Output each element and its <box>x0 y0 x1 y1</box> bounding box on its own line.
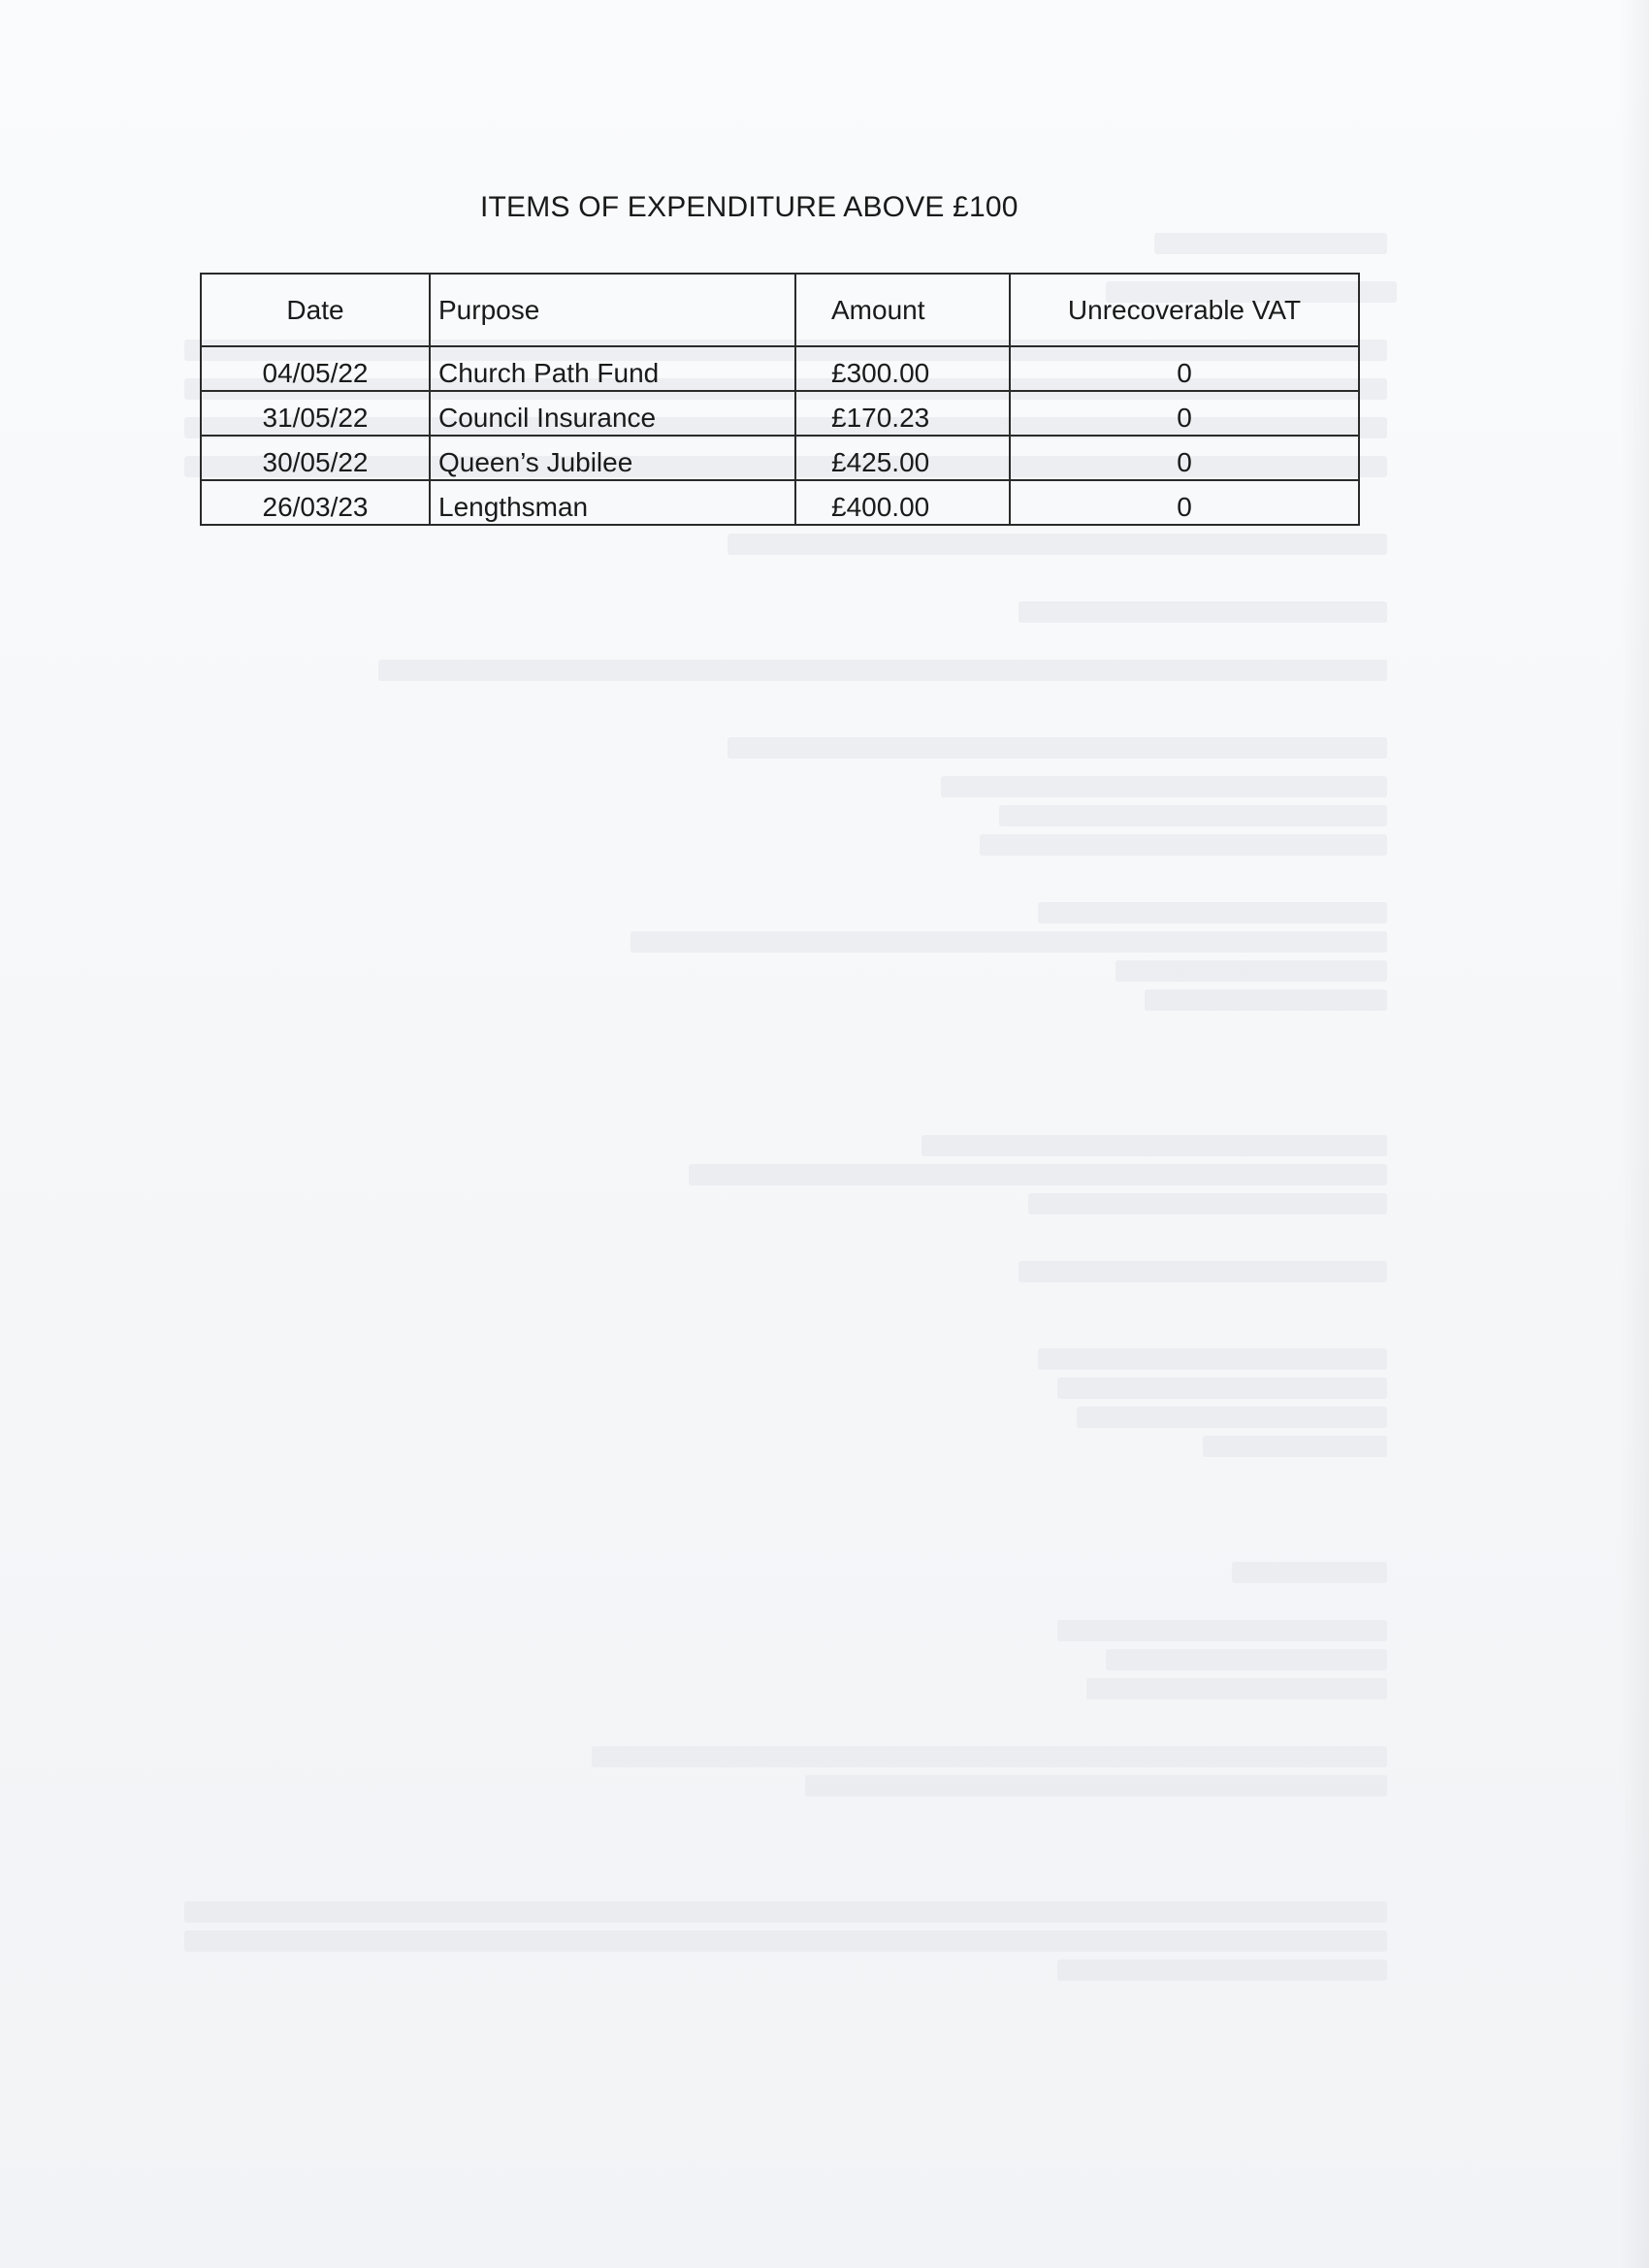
page-edge-shadow <box>1620 0 1649 2268</box>
cell-date: 30/05/22 <box>201 436 430 480</box>
header-amount: Amount <box>795 274 1010 346</box>
cell-amount: £400.00 <box>795 480 1010 525</box>
table-row <box>201 346 1359 391</box>
cell-date: 31/05/22 <box>201 391 430 436</box>
cell-date: 04/05/22 <box>201 346 430 391</box>
cell-vat: 0 <box>1010 391 1359 436</box>
cell-purpose: Lengthsman <box>430 480 795 525</box>
cell-vat: 0 <box>1010 436 1359 480</box>
header-vat: Unrecoverable VAT <box>1010 274 1359 346</box>
cell-amount: £425.00 <box>795 436 1010 480</box>
cell-amount: £170.23 <box>795 391 1010 436</box>
table-row <box>201 436 1359 480</box>
cell-vat: 0 <box>1010 480 1359 525</box>
header-purpose: Purpose <box>430 274 795 346</box>
cell-purpose: Church Path Fund <box>430 346 795 391</box>
table-row <box>201 391 1359 436</box>
cell-vat: 0 <box>1010 346 1359 391</box>
table-header-row <box>201 274 1359 346</box>
cell-date: 26/03/23 <box>201 480 430 525</box>
table-row <box>201 480 1359 525</box>
cell-purpose: Council Insurance <box>430 391 795 436</box>
cell-amount: £300.00 <box>795 346 1010 391</box>
expenditure-table <box>200 273 1360 526</box>
header-date: Date <box>201 274 430 346</box>
document-title: ITEMS OF EXPENDITURE ABOVE £100 <box>480 191 1018 223</box>
cell-purpose: Queen’s Jubilee <box>430 436 795 480</box>
